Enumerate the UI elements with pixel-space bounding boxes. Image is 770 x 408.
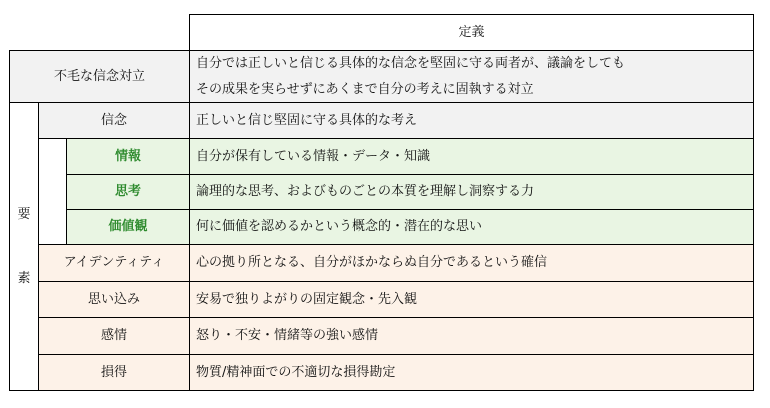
elements-label-cell	[9, 102, 39, 391]
row-definition-cell	[189, 281, 754, 318]
main-definition-line2: その成果を実らせずにあくまで自分の考えに固執する対立	[196, 81, 534, 97]
row-definition-text: 心の拠り所となる、自分がほかならぬ自分であるという確信	[196, 255, 548, 271]
row-definition-cell	[189, 209, 754, 245]
row-definition-text: 安易で独りよがりの固定観念・先入観	[196, 291, 418, 307]
main-term-cell	[9, 50, 190, 103]
row-term-label: 情報	[114, 148, 141, 164]
row-term-label: 思考	[114, 184, 141, 200]
row-term-cell	[38, 102, 190, 139]
row-term-cell	[66, 174, 190, 210]
row-term-label: 損得	[100, 364, 127, 380]
row-definition-cell	[189, 354, 754, 391]
row-term-cell	[38, 281, 190, 318]
elements-label-char1: 要	[17, 206, 31, 222]
row-definition-cell	[189, 102, 754, 139]
row-term-label: 価値観	[108, 219, 148, 235]
row-term-label: 感情	[100, 328, 127, 344]
row-definition-text: 自分が保有している情報・データ・知識	[196, 148, 431, 164]
row-term-cell	[38, 354, 190, 391]
main-definition-cell	[189, 50, 754, 103]
row-term-cell	[66, 209, 190, 245]
row-definition-cell	[189, 244, 754, 282]
row-term-label: 信念	[100, 112, 127, 128]
row-definition-text: 物質/精神面での不適切な損得勘定	[196, 364, 396, 380]
row-term-cell	[38, 317, 190, 355]
row-definition-cell	[189, 174, 754, 210]
row-definition-cell	[189, 138, 754, 175]
main-definition-line1: 自分では正しいと信じる具体的な信念を堅固に守る両者が、議論をしても	[196, 55, 626, 71]
row-definition-text: 論理的な思考、およびものごとの本質を理解し洞察する力	[196, 184, 535, 200]
row-definition-text: 怒り・不安・情緒等の強い感情	[196, 328, 379, 344]
row-term-cell	[66, 138, 190, 175]
row-term-cell	[38, 244, 190, 282]
subgroup-indent-cell	[38, 138, 67, 245]
main-term-label: 不毛な信念対立	[53, 68, 145, 84]
header-definition-label: 定義	[458, 24, 485, 40]
header-definition-cell	[189, 14, 754, 51]
elements-label-char2: 素	[17, 270, 31, 286]
row-term-label: 思い込み	[87, 291, 140, 307]
row-term-label: アイデンティティ	[63, 255, 165, 271]
row-definition-text: 何に価値を認めるかという概念的・潜在的な思い	[196, 219, 483, 235]
row-definition-text: 正しいと信じ堅固に守る具体的な考え	[196, 112, 418, 128]
row-definition-cell	[189, 317, 754, 355]
